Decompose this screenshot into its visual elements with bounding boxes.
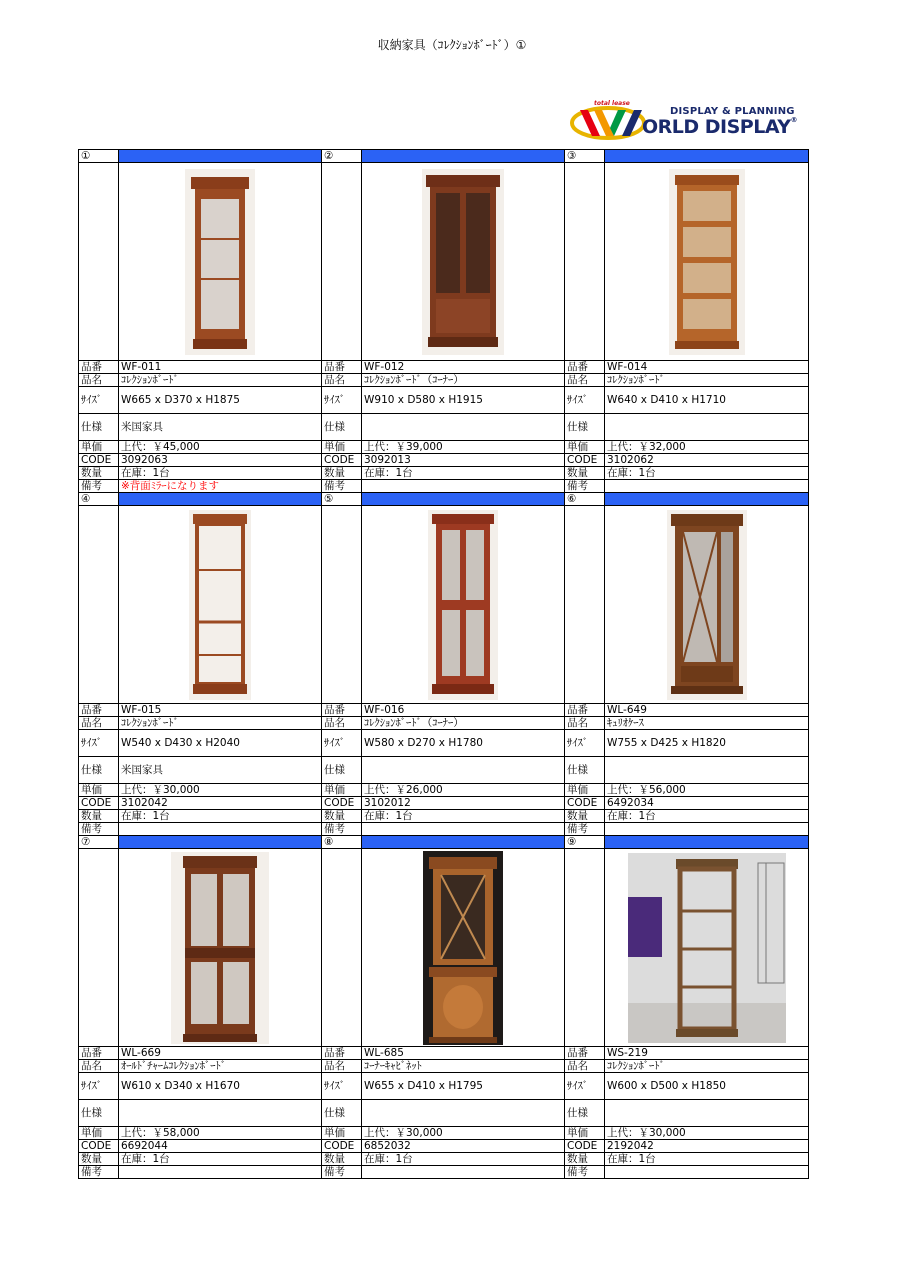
product-number-6: WL-649 xyxy=(605,704,809,717)
label-hinban: 品番 xyxy=(79,1047,119,1060)
label-tanka: 単価 xyxy=(79,784,119,797)
product-number-3: WF-014 xyxy=(605,361,809,374)
product-grid xyxy=(78,149,808,1179)
item-header-bar-8 xyxy=(362,836,565,849)
product-price-7: 上代：￥58,000 xyxy=(119,1127,322,1140)
corner-cabinet-image xyxy=(422,169,504,355)
product-remarks-4 xyxy=(119,823,322,836)
product-size-3: W640 x D410 x H1710 xyxy=(605,387,809,414)
item-header-bar-5 xyxy=(362,493,565,506)
label-size: ｻｲｽﾞ xyxy=(322,1073,362,1100)
label-shiyo: 仕様 xyxy=(322,757,362,784)
product-name-5: ｺﾚｸｼｮﾝﾎﾞｰﾄﾞ（ｺｰﾅｰ） xyxy=(362,717,565,730)
product-spec-1: 米国家具 xyxy=(119,414,322,441)
label-size: ｻｲｽﾞ xyxy=(322,730,362,757)
item-number-3: ③ xyxy=(565,150,605,163)
label-code: CODE xyxy=(322,1140,362,1153)
product-photo-cell xyxy=(605,163,809,361)
label-shiyo: 仕様 xyxy=(79,414,119,441)
product-code-5: 3102012 xyxy=(362,797,565,810)
label-biko: 備考 xyxy=(565,823,605,836)
product-remarks-7 xyxy=(119,1166,322,1179)
item-number-8: ⑧ xyxy=(322,836,362,849)
product-name-8: ｺｰﾅｰｷｬﾋﾞﾈｯﾄ xyxy=(362,1060,565,1073)
label-biko: 備考 xyxy=(565,480,605,493)
label-hinmei: 品名 xyxy=(565,1060,605,1073)
product-remarks-3 xyxy=(605,480,809,493)
label-size: ｻｲｽﾞ xyxy=(565,730,605,757)
product-quantity-1: 在庫：1台 xyxy=(119,467,322,480)
label-suryo: 数量 xyxy=(79,810,119,823)
four-tier-cabinet-image xyxy=(669,169,745,355)
product-size-8: W655 x D410 x H1795 xyxy=(362,1073,565,1100)
label-hinmei: 品名 xyxy=(79,717,119,730)
product-price-8: 上代：￥30,000 xyxy=(362,1127,565,1140)
product-price-4: 上代：￥30,000 xyxy=(119,784,322,797)
product-size-7: W610 x D340 x H1670 xyxy=(119,1073,322,1100)
photo-label-spacer xyxy=(565,849,605,1047)
label-tanka: 単価 xyxy=(565,784,605,797)
product-number-9: WS-219 xyxy=(605,1047,809,1060)
label-suryo: 数量 xyxy=(79,467,119,480)
label-code: CODE xyxy=(565,454,605,467)
item-header-bar-1 xyxy=(119,150,322,163)
item-header-bar-2 xyxy=(362,150,565,163)
photo-label-spacer xyxy=(322,163,362,361)
product-quantity-3: 在庫：1台 xyxy=(605,467,809,480)
product-photo-cell xyxy=(362,849,565,1047)
label-hinmei: 品名 xyxy=(565,374,605,387)
product-name-1: ｺﾚｸｼｮﾝﾎﾞｰﾄﾞ xyxy=(119,374,322,387)
label-code: CODE xyxy=(79,797,119,810)
warehouse-cabinet-photo xyxy=(628,853,786,1043)
label-size: ｻｲｽﾞ xyxy=(322,387,362,414)
label-shiyo: 仕様 xyxy=(79,757,119,784)
label-hinban: 品番 xyxy=(322,704,362,717)
product-price-1: 上代：￥45,000 xyxy=(119,441,322,454)
label-hinmei: 品名 xyxy=(322,1060,362,1073)
label-hinban: 品番 xyxy=(322,1047,362,1060)
label-shiyo: 仕様 xyxy=(322,414,362,441)
product-number-4: WF-015 xyxy=(119,704,322,717)
old-charm-cabinet-image xyxy=(171,852,269,1044)
label-hinmei: 品名 xyxy=(79,1060,119,1073)
label-biko: 備考 xyxy=(79,823,119,836)
product-photo-cell xyxy=(119,849,322,1047)
product-price-5: 上代：￥26,000 xyxy=(362,784,565,797)
label-suryo: 数量 xyxy=(322,1153,362,1166)
label-code: CODE xyxy=(79,1140,119,1153)
product-spec-6 xyxy=(605,757,809,784)
product-name-4: ｺﾚｸｼｮﾝﾎﾞｰﾄﾞ xyxy=(119,717,322,730)
corner-cabinet-lattice-image xyxy=(423,851,503,1045)
item-number-9: ⑨ xyxy=(565,836,605,849)
product-price-3: 上代：￥32,000 xyxy=(605,441,809,454)
item-header-bar-6 xyxy=(605,493,809,506)
product-code-1: 3092063 xyxy=(119,454,322,467)
label-code: CODE xyxy=(565,797,605,810)
product-name-3: ｺﾚｸｼｮﾝﾎﾞｰﾄﾞ xyxy=(605,374,809,387)
label-hinmei: 品名 xyxy=(565,717,605,730)
item-number-1: ① xyxy=(79,150,119,163)
item-number-6: ⑥ xyxy=(565,493,605,506)
label-tanka: 単価 xyxy=(322,441,362,454)
item-number-7: ⑦ xyxy=(79,836,119,849)
label-code: CODE xyxy=(322,454,362,467)
product-photo-cell xyxy=(362,163,565,361)
product-remarks-8 xyxy=(362,1166,565,1179)
photo-label-spacer xyxy=(79,849,119,1047)
item-header-bar-9 xyxy=(605,836,809,849)
label-hinban: 品番 xyxy=(322,361,362,374)
product-quantity-4: 在庫：1台 xyxy=(119,810,322,823)
product-remarks-5 xyxy=(362,823,565,836)
product-remarks-6 xyxy=(605,823,809,836)
product-quantity-7: 在庫：1台 xyxy=(119,1153,322,1166)
label-suryo: 数量 xyxy=(322,467,362,480)
label-code: CODE xyxy=(565,1140,605,1153)
product-spec-2 xyxy=(362,414,565,441)
product-name-6: ｷｭﾘｵｹｰｽ xyxy=(605,717,809,730)
label-size: ｻｲｽﾞ xyxy=(79,387,119,414)
item-header-bar-3 xyxy=(605,150,809,163)
product-size-4: W540 x D430 x H2040 xyxy=(119,730,322,757)
product-code-9: 2192042 xyxy=(605,1140,809,1153)
product-code-3: 3102062 xyxy=(605,454,809,467)
curio-case-image xyxy=(667,510,747,700)
label-biko: 備考 xyxy=(79,1166,119,1179)
label-tanka: 単価 xyxy=(322,784,362,797)
product-quantity-5: 在庫：1台 xyxy=(362,810,565,823)
product-name-7: ｵｰﾙﾄﾞﾁｬｰﾑｺﾚｸｼｮﾝﾎﾞｰﾄﾞ xyxy=(119,1060,322,1073)
label-tanka: 単価 xyxy=(79,1127,119,1140)
product-size-9: W600 x D500 x H1850 xyxy=(605,1073,809,1100)
label-biko: 備考 xyxy=(565,1166,605,1179)
product-number-8: WL-685 xyxy=(362,1047,565,1060)
label-suryo: 数量 xyxy=(565,810,605,823)
label-size: ｻｲｽﾞ xyxy=(565,387,605,414)
item-header-bar-4 xyxy=(119,493,322,506)
product-remarks-1: ※背面ﾐﾗｰになります xyxy=(119,480,322,493)
world-display-logo xyxy=(570,100,806,142)
label-shiyo: 仕様 xyxy=(79,1100,119,1127)
product-spec-3 xyxy=(605,414,809,441)
product-name-9: ｺﾚｸｼｮﾝﾎﾞｰﾄﾞ xyxy=(605,1060,809,1073)
label-suryo: 数量 xyxy=(322,810,362,823)
logo-tagline: total lease xyxy=(594,100,630,107)
product-size-5: W580 x D270 x H1780 xyxy=(362,730,565,757)
label-biko: 備考 xyxy=(322,1166,362,1179)
product-number-7: WL-669 xyxy=(119,1047,322,1060)
label-hinmei: 品名 xyxy=(79,374,119,387)
label-size: ｻｲｽﾞ xyxy=(565,1073,605,1100)
product-remarks-9 xyxy=(605,1166,809,1179)
tall-glass-cabinet-image xyxy=(189,510,251,700)
label-shiyo: 仕様 xyxy=(565,1100,605,1127)
product-photo-cell xyxy=(362,506,565,704)
product-remarks-2 xyxy=(362,480,565,493)
product-code-2: 3092013 xyxy=(362,454,565,467)
photo-label-spacer xyxy=(565,506,605,704)
product-quantity-2: 在庫：1台 xyxy=(362,467,565,480)
label-suryo: 数量 xyxy=(565,467,605,480)
product-price-2: 上代：￥39,000 xyxy=(362,441,565,454)
label-biko: 備考 xyxy=(322,823,362,836)
logo-subtitle: DISPLAY & PLANNING xyxy=(670,106,795,117)
product-spec-5 xyxy=(362,757,565,784)
product-size-6: W755 x D425 x H1820 xyxy=(605,730,809,757)
product-spec-4: 米国家具 xyxy=(119,757,322,784)
label-tanka: 単価 xyxy=(565,441,605,454)
label-suryo: 数量 xyxy=(565,1153,605,1166)
world-display-w-mark-icon xyxy=(570,104,646,140)
label-hinban: 品番 xyxy=(565,361,605,374)
product-quantity-9: 在庫：1台 xyxy=(605,1153,809,1166)
product-code-8: 6852032 xyxy=(362,1140,565,1153)
photo-label-spacer xyxy=(79,506,119,704)
product-photo-cell xyxy=(119,506,322,704)
product-quantity-8: 在庫：1台 xyxy=(362,1153,565,1166)
glass-curio-cabinet-image xyxy=(185,169,255,355)
label-tanka: 単価 xyxy=(322,1127,362,1140)
product-number-5: WF-016 xyxy=(362,704,565,717)
item-header-bar-7 xyxy=(119,836,322,849)
product-code-6: 6492034 xyxy=(605,797,809,810)
label-size: ｻｲｽﾞ xyxy=(79,1073,119,1100)
product-size-1: W665 x D370 x H1875 xyxy=(119,387,322,414)
product-photo-cell xyxy=(605,506,809,704)
product-price-6: 上代：￥56,000 xyxy=(605,784,809,797)
item-number-5: ⑤ xyxy=(322,493,362,506)
product-code-4: 3102042 xyxy=(119,797,322,810)
document-title: 収納家具（ｺﾚｸｼｮﾝﾎﾞｰﾄﾞ）① xyxy=(377,38,527,52)
product-price-9: 上代：￥30,000 xyxy=(605,1127,809,1140)
product-code-7: 6692044 xyxy=(119,1140,322,1153)
corner-glass-cabinet-image xyxy=(428,510,498,700)
product-number-1: WF-011 xyxy=(119,361,322,374)
label-hinban: 品番 xyxy=(565,1047,605,1060)
photo-label-spacer xyxy=(565,163,605,361)
item-number-4: ④ xyxy=(79,493,119,506)
product-quantity-6: 在庫：1台 xyxy=(605,810,809,823)
label-code: CODE xyxy=(79,454,119,467)
product-spec-7 xyxy=(119,1100,322,1127)
label-shiyo: 仕様 xyxy=(565,757,605,784)
label-hinban: 品番 xyxy=(565,704,605,717)
label-biko: 備考 xyxy=(322,480,362,493)
photo-label-spacer xyxy=(322,506,362,704)
logo-wordmark: ORLD DISPLAY® xyxy=(642,116,797,138)
label-suryo: 数量 xyxy=(79,1153,119,1166)
product-photo-cell xyxy=(605,849,809,1047)
product-spec-9 xyxy=(605,1100,809,1127)
label-hinmei: 品名 xyxy=(322,374,362,387)
photo-label-spacer xyxy=(322,849,362,1047)
product-photo-cell xyxy=(119,163,322,361)
label-tanka: 単価 xyxy=(79,441,119,454)
label-size: ｻｲｽﾞ xyxy=(79,730,119,757)
item-number-2: ② xyxy=(322,150,362,163)
label-hinban: 品番 xyxy=(79,704,119,717)
photo-label-spacer xyxy=(79,163,119,361)
product-size-2: W910 x D580 x H1915 xyxy=(362,387,565,414)
label-hinban: 品番 xyxy=(79,361,119,374)
product-spec-8 xyxy=(362,1100,565,1127)
label-hinmei: 品名 xyxy=(322,717,362,730)
label-code: CODE xyxy=(322,797,362,810)
label-shiyo: 仕様 xyxy=(565,414,605,441)
label-tanka: 単価 xyxy=(565,1127,605,1140)
label-biko: 備考 xyxy=(79,480,119,493)
product-name-2: ｺﾚｸｼｮﾝﾎﾞｰﾄﾞ（ｺｰﾅｰ） xyxy=(362,374,565,387)
label-shiyo: 仕様 xyxy=(322,1100,362,1127)
product-number-2: WF-012 xyxy=(362,361,565,374)
